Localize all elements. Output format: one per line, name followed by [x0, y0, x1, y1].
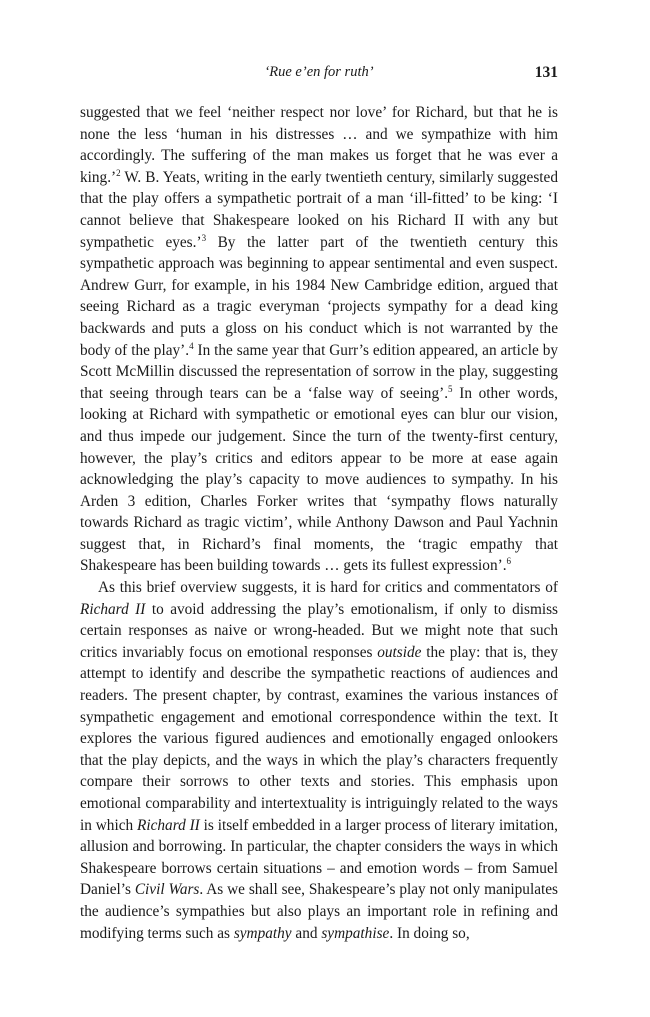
running-title: ‘Rue e’en for ruth’ [264, 64, 374, 80]
footnote-marker: 5 [448, 383, 453, 394]
footnote-marker: 4 [189, 340, 194, 351]
text-run: As this brief overview suggests, it is hard for critics and commentators of [98, 579, 558, 597]
text-run: the play: that is, they attempt to identify and describe the sympathetic reactions of audiences and readers. The present chapter, by contrast, examines the various instances of sympathetic engagement and emotional correspondence within the text. It explores the various figured audiences and emotionally engaged onlookers that the play depicts, and the ways in which the play’s characters frequently compare their sorrows to other texts and stories. This emphasis upon emotional comparability and intertextuality is intriguingly related to the ways in which [80, 643, 559, 834]
text-run: suggested that we feel ‘neither respect nor love’ for Richard, but that he is none the less ‘human in his distresses … and we sympathize with him accordingly. The suffering of the man makes us forget that he was ever a king.’ [80, 104, 558, 186]
text-run: In other words, looking at Richard with sympathetic or emotional eyes can blur our vision, and thus impede our judgement. Since the turn of the twenty-first century, however, the play’s critics and editors appear to be more at ease again acknowledging the play’s capacity to move audiences to sympathy. In his Arden 3 edition, Charles Forker writes that ‘sympathy flows naturally towards Richard as tragic victim’, while Anthony Dawson and Paul Yachnin suggest that, in Richard’s final moments, the ‘tragic empathy that Shakespeare has been building towards … gets its fullest expression’. [80, 384, 558, 575]
text-run: . In doing so, [389, 924, 470, 942]
running-head [80, 64, 558, 84]
footnote-marker: 2 [116, 167, 121, 178]
paragraph [80, 577, 558, 944]
text-run: By the latter part of the twentieth century this sympathetic approach was beginning to appear sentimental and even suspect. Andrew Gurr, for example, in his 1984 New Cambridge edition, argued that seeing Richard as a tragic everyman ‘projects sympathy for a dead king backwards and puts a gloss on his conduct which is not warranted by the body of the play’. [80, 233, 558, 359]
text-run: is itself embedded in a larger process of literary imitation, allusion and borrowing. In particular, the chapter considers the ways in which Shakespeare borrows certain situations – and emotion words – from Samuel Daniel’s [80, 816, 559, 899]
paragraph [80, 102, 558, 577]
italic-text: Richard II [80, 600, 146, 618]
text-run: and [291, 924, 322, 942]
text-run: W. B. Yeats, writing in the early twentieth century, similarly suggested that the play offers a sympathetic portrait of a man ‘ill-fitted’ to be king: ‘I cannot believe that Shakespeare looked on his Richard II with any but sympathetic eyes.’ [80, 168, 558, 251]
italic-text: outside [377, 643, 422, 661]
italic-text: Richard II [137, 816, 200, 834]
text-run: In the same year that Gurr’s edition appeared, an article by Scott McMillin discussed the representation of sorrow in the play, suggesting that seeing through tears can be a ‘false way of seeing’. [80, 341, 558, 402]
text-run: to avoid addressing the play’s emotionalism, if only to dismiss certain responses as naive or wrong-headed. But we might note that such critics invariably focus on emotional responses [80, 600, 558, 661]
italic-text: sympathise [321, 924, 390, 942]
page-number: 131 [534, 64, 558, 81]
italic-text: sympathy [233, 924, 292, 942]
text-run: . As we shall see, Shakespeare’s play not only manipulates the audience’s sympathies but also plays an important role in refining and modifying terms such as [80, 881, 558, 942]
footnote-marker: 3 [201, 232, 207, 243]
footnote-marker: 6 [506, 556, 512, 567]
body-text [80, 102, 558, 944]
italic-text: Civil Wars [134, 881, 200, 899]
